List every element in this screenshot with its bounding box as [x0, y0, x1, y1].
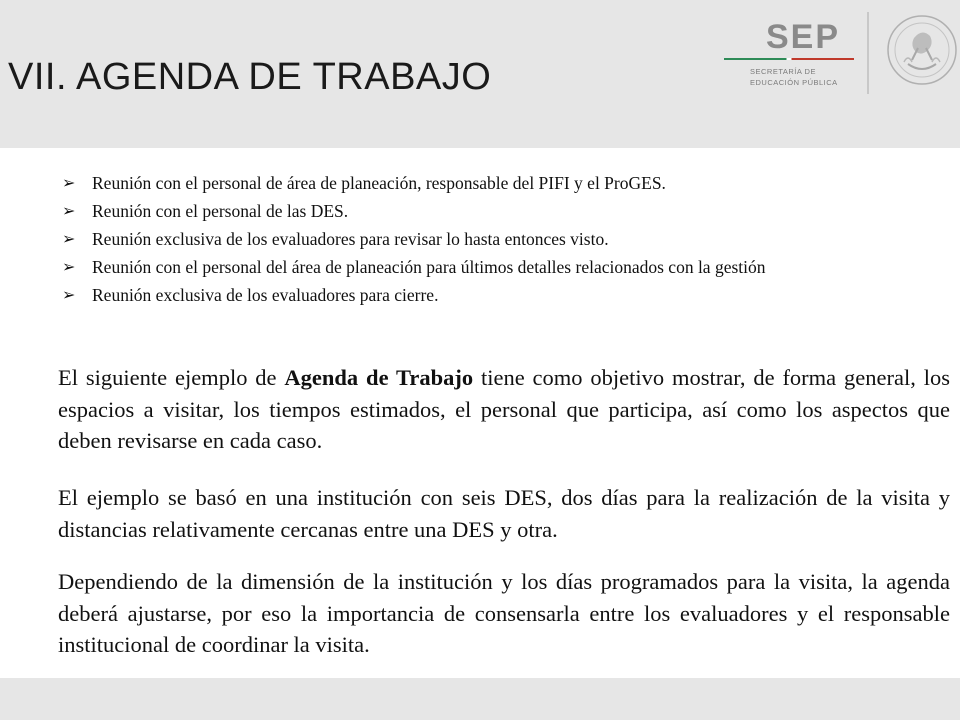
list-item-text: Reunión exclusiva de los evaluadores para revisar lo hasta entonces visto.	[92, 229, 609, 249]
list-item-text: Reunión con el personal de las DES.	[92, 201, 349, 221]
sep-logo-subtitle-2: EDUCACIÓN PÚBLICA	[750, 78, 838, 87]
list-item-text: Reunión con el personal del área de planeación para últimos detalles relacionados con la gestión	[92, 257, 766, 277]
sep-logo-subtitle-1: SECRETARÍA DE	[750, 67, 816, 76]
paragraph-text: tiene como objetivo mostrar, de forma general, los espacios a visitar, los tiempos estimados, el personal que participa, así como los aspectos que deben revisarse en cada caso.	[58, 365, 950, 453]
logo-divider	[867, 12, 869, 94]
paragraph-text: El siguiente ejemplo de	[58, 365, 285, 390]
arrow-bullet-icon: ➢	[62, 173, 76, 192]
meeting-list	[62, 170, 952, 310]
sep-logo-text: SEP	[766, 18, 841, 56]
list-item	[62, 254, 952, 280]
arrow-bullet-icon: ➢	[62, 229, 76, 248]
arrow-bullet-icon: ➢	[62, 285, 76, 304]
page-title: VII. AGENDA DE TRABAJO	[8, 56, 492, 98]
arrow-bullet-icon: ➢	[62, 201, 76, 220]
list-item	[62, 198, 952, 224]
coat-of-arms-seal-icon	[878, 4, 958, 96]
header-band	[0, 0, 960, 148]
sep-logo	[724, 18, 854, 98]
list-item	[62, 170, 952, 196]
sep-logo-tricolor-line	[724, 58, 854, 60]
list-item	[62, 226, 952, 252]
arrow-bullet-icon: ➢	[62, 257, 76, 276]
footer-band	[0, 678, 960, 720]
list-item-text: Reunión con el personal de área de planeación, responsable del PIFI y el ProGES.	[92, 173, 666, 193]
paragraph-example-basis: El ejemplo se basó en una institución con seis DES, dos días para la realización de la visita y distancias relativamente cercanas entre una DES y otra.	[58, 485, 950, 542]
list-item	[62, 282, 952, 308]
list-item-text: Reunión exclusiva de los evaluadores para cierre.	[92, 285, 439, 305]
paragraph-agenda-purpose	[58, 362, 950, 457]
paragraph-bold-term: Agenda de Trabajo	[284, 365, 474, 390]
paragraph-agenda-adjustment: Dependiendo de la dimensión de la institución y los días programados para la visita, la agenda deberá ajustarse, por eso la importancia de consensarla entre los evaluadores y el responsable institucional de coordinar la visita.	[58, 569, 950, 657]
